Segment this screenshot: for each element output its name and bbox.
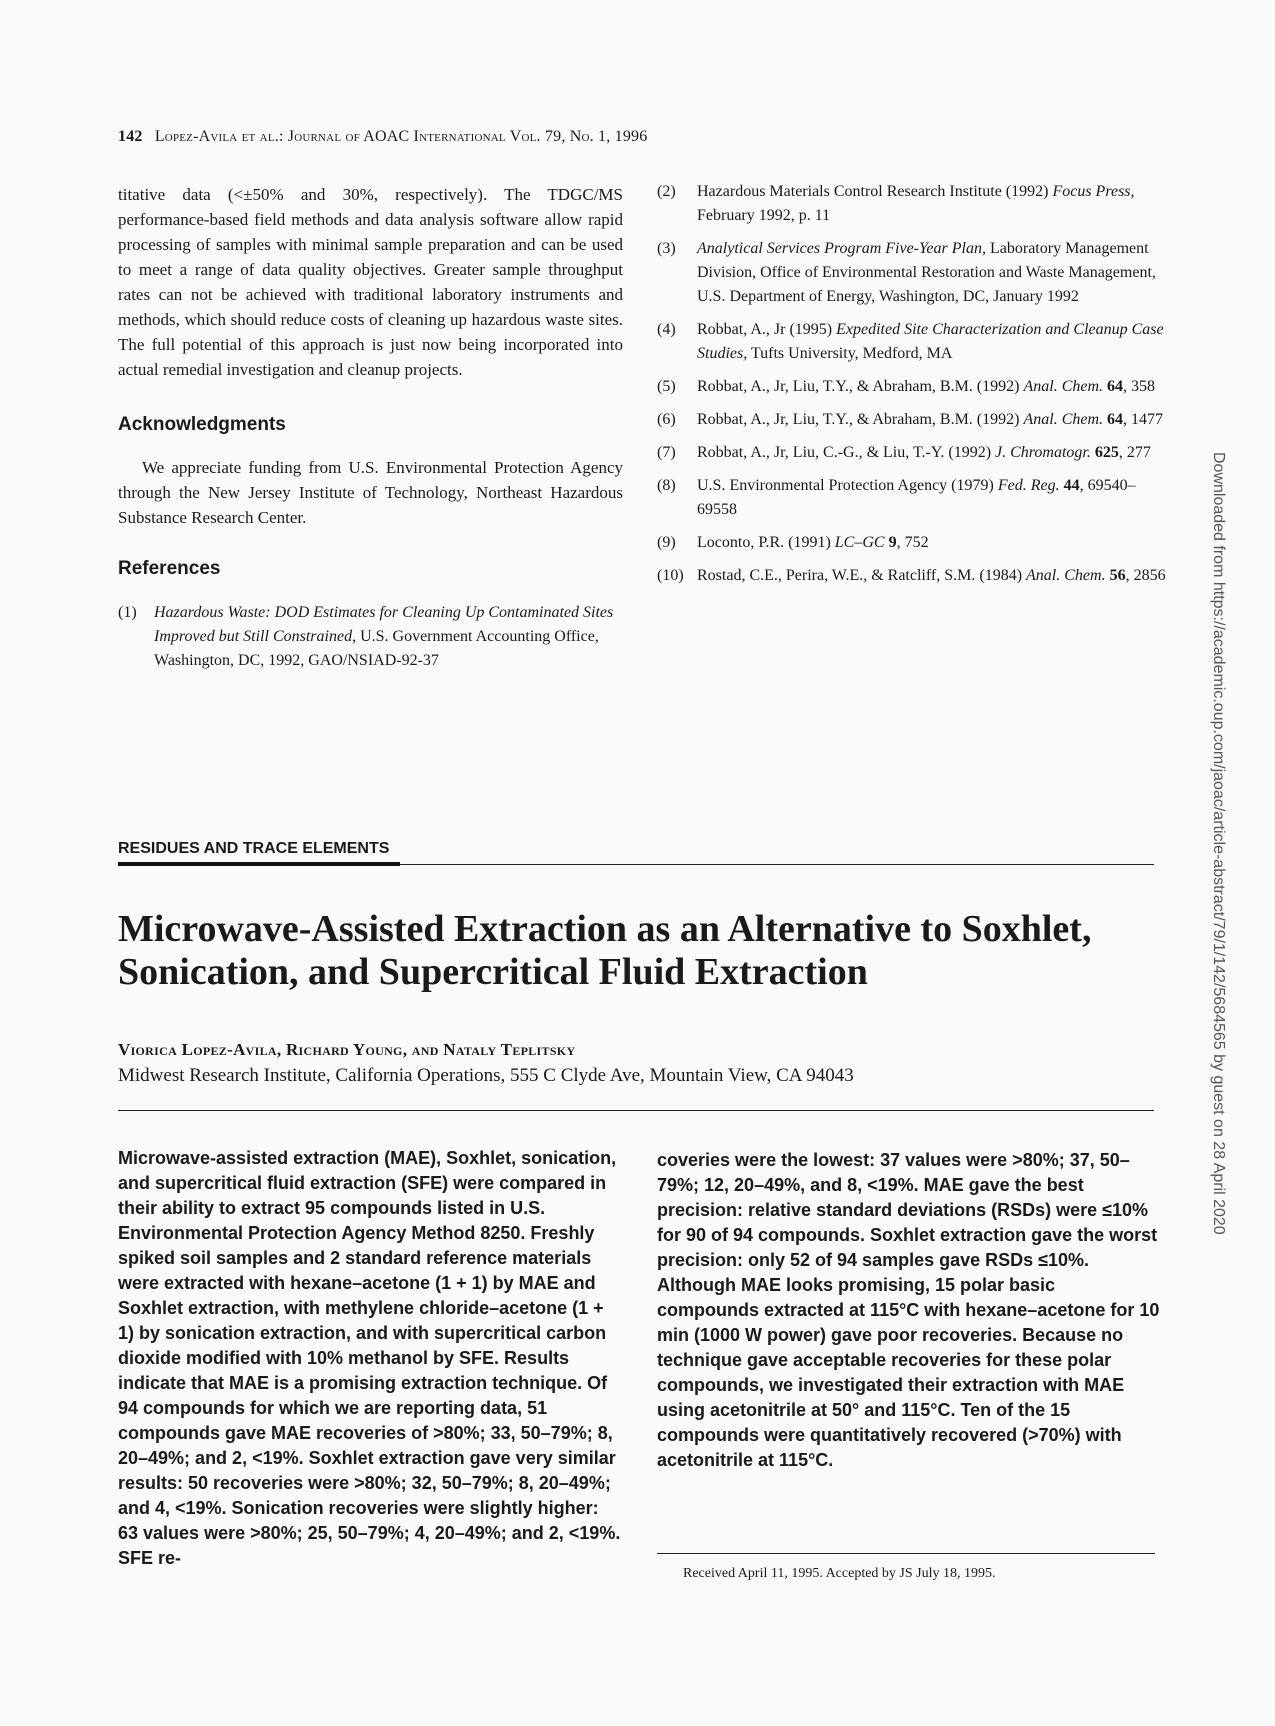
journal-citation: Lopez-Avila et al.: Journal of AOAC International Vol. 79, No. 1, 1996 [154,128,648,145]
reference-3: (3) Analytical Services Program Five-Year Plan, Laboratory Management Division, Office of Environmental Restoration and Waste Management, U.S. Department of Energy, Washington, DC, January 1992 [657,240,1156,305]
download-watermark: Downloaded from https://academic.oup.com/jaoac/article-abstract/79/1/142/5684565 by guest on 28 April 2020 [1210,452,1227,1235]
reference-4: (4) Robbat, A., Jr (1995) Expedited Site Characterization and Cleanup Case Studies, Tufts University, Medford, MA [657,321,1164,362]
acknowledgments-heading: Acknowledgments [118,414,286,435]
reference-7: (7) Robbat, A., Jr, Liu, C.-G., & Liu, T.-Y. (1992) J. Chromatogr. 625, 277 [657,444,1151,461]
reference-10: (10) Rostad, C.E., Perira, W.E., & Ratcliff, S.M. (1984) Anal. Chem. 56, 2856 [657,567,1166,584]
section-label: RESIDUES AND TRACE ELEMENTS [118,840,390,857]
author-list: Viorica Lopez-Avila, Richard Young, and Nataly Teplitsky [118,1040,576,1059]
abstract-left: Microwave-assisted extraction (MAE), Soxhlet, sonication, and supercritical fluid extraction (SFE) were compared in their ability to extract 95 compounds listed in U.S. Environmental Protection Agency Method 8250. Freshly spiked soil samples and 2 standard reference materials were extracted with hexane–acetone (1 + 1) by MAE and Soxhlet extraction, with methylene chloride–acetone (1 + 1) by sonication extraction, and with supercritical carbon dioxide modified with 10% methanol by SFE. Results indicate that MAE is a promising extraction technique. Of 94 compounds for which we are reporting data, 51 compounds gave MAE recoveries of >80%; 33, 50–79%; 8, 20–49%; and 2, <19%. Soxhlet extraction gave very similar results: 50 recoveries were >80%; 32, 50–79%; 8, 20–49%; and 4, <19%. Sonication recoveries were slightly higher: 63 values were >80%; 25, 50–79%; 4, 20–49%; and 2, <19%. SFE re- [118,1148,621,1568]
received-footnote: Received April 11, 1995. Accepted by JS July 18, 1995. [683,1566,996,1581]
body-paragraph: titative data (<±50% and 30%, respectively). The TDGC/MS performance-based field methods and data analysis software allow rapid processing of samples with minimal sample preparation and can be used to meet a range of data quality objectives. Greater sample throughput rates can not be achieved with traditional laboratory instruments and methods, which should reduce costs of cleaning up hazardous waste sites. The full potential of this approach is just now being incorporated into actual remedial investigation and cleanup projects. [118,185,623,379]
left-column [118,182,623,682]
article-title: Microwave-Assisted Extraction as an Alternative to Soxhlet, Sonication, and Supercritical Fluid Extraction [118,908,1092,993]
section-rule-thin [400,864,1154,865]
reference-1: (1) Hazardous Waste: DOD Estimates for Cleaning Up Contaminated Sites Improved but Still Constrained, U.S. Government Accounting Office, Washington, DC, 1992, GAO/NSIAD-92-37 [118,604,614,669]
page-number: 142 [118,128,143,145]
reference-2: (2) Hazardous Materials Control Research Institute (1992) Focus Press, February 1992, p. 11 [657,183,1135,224]
section-rule-thick [118,862,400,866]
footnote-rule [657,1553,1155,1554]
references-heading: References [118,558,221,579]
reference-6: (6) Robbat, A., Jr, Liu, T.Y., & Abraham, B.M. (1992) Anal. Chem. 64, 1477 [657,411,1164,428]
affiliation: Midwest Research Institute, California Operations, 555 C Clyde Ave, Mountain View, CA 94043 [118,1065,854,1086]
reference-9: (9) Loconto, P.R. (1991) LC–GC 9, 752 [657,534,929,551]
acknowledgments-text: We appreciate funding from U.S. Environmental Protection Agency through the New Jersey Institute of Technology, Northeast Hazardous Substance Research Center. [118,458,623,527]
reference-8: (8) U.S. Environmental Protection Agency (1979) Fed. Reg. 44, 69540–69558 [657,477,1136,518]
abstract-right: coveries were the lowest: 37 values were >80%; 37, 50–79%; 12, 20–49%, and 8, <19%. MAE gave the best precision: relative standard deviations (RSDs) were ≤10% for 90 of 94 compounds. Soxhlet extraction gave the worst precision: only 52 of 94 samples gave RSDs ≤10%. Although MAE looks promising, 15 polar basic compounds extracted at 115°C with hexane–acetone for 10 min (1000 W power) gave poor recoveries. Because no technique gave acceptable recoveries for these polar compounds, we investigated their extraction with MAE using acetonitrile at 50° and 115°C. Ten of the 15 compounds were quantitatively recovered (>70%) with acetonitrile at 115°C. [657,1150,1160,1470]
right-references [657,180,1167,597]
header-divider [118,1110,1154,1111]
reference-5: (5) Robbat, A., Jr, Liu, T.Y., & Abraham, B.M. (1992) Anal. Chem. 64, 358 [657,378,1156,395]
running-head [118,128,647,146]
